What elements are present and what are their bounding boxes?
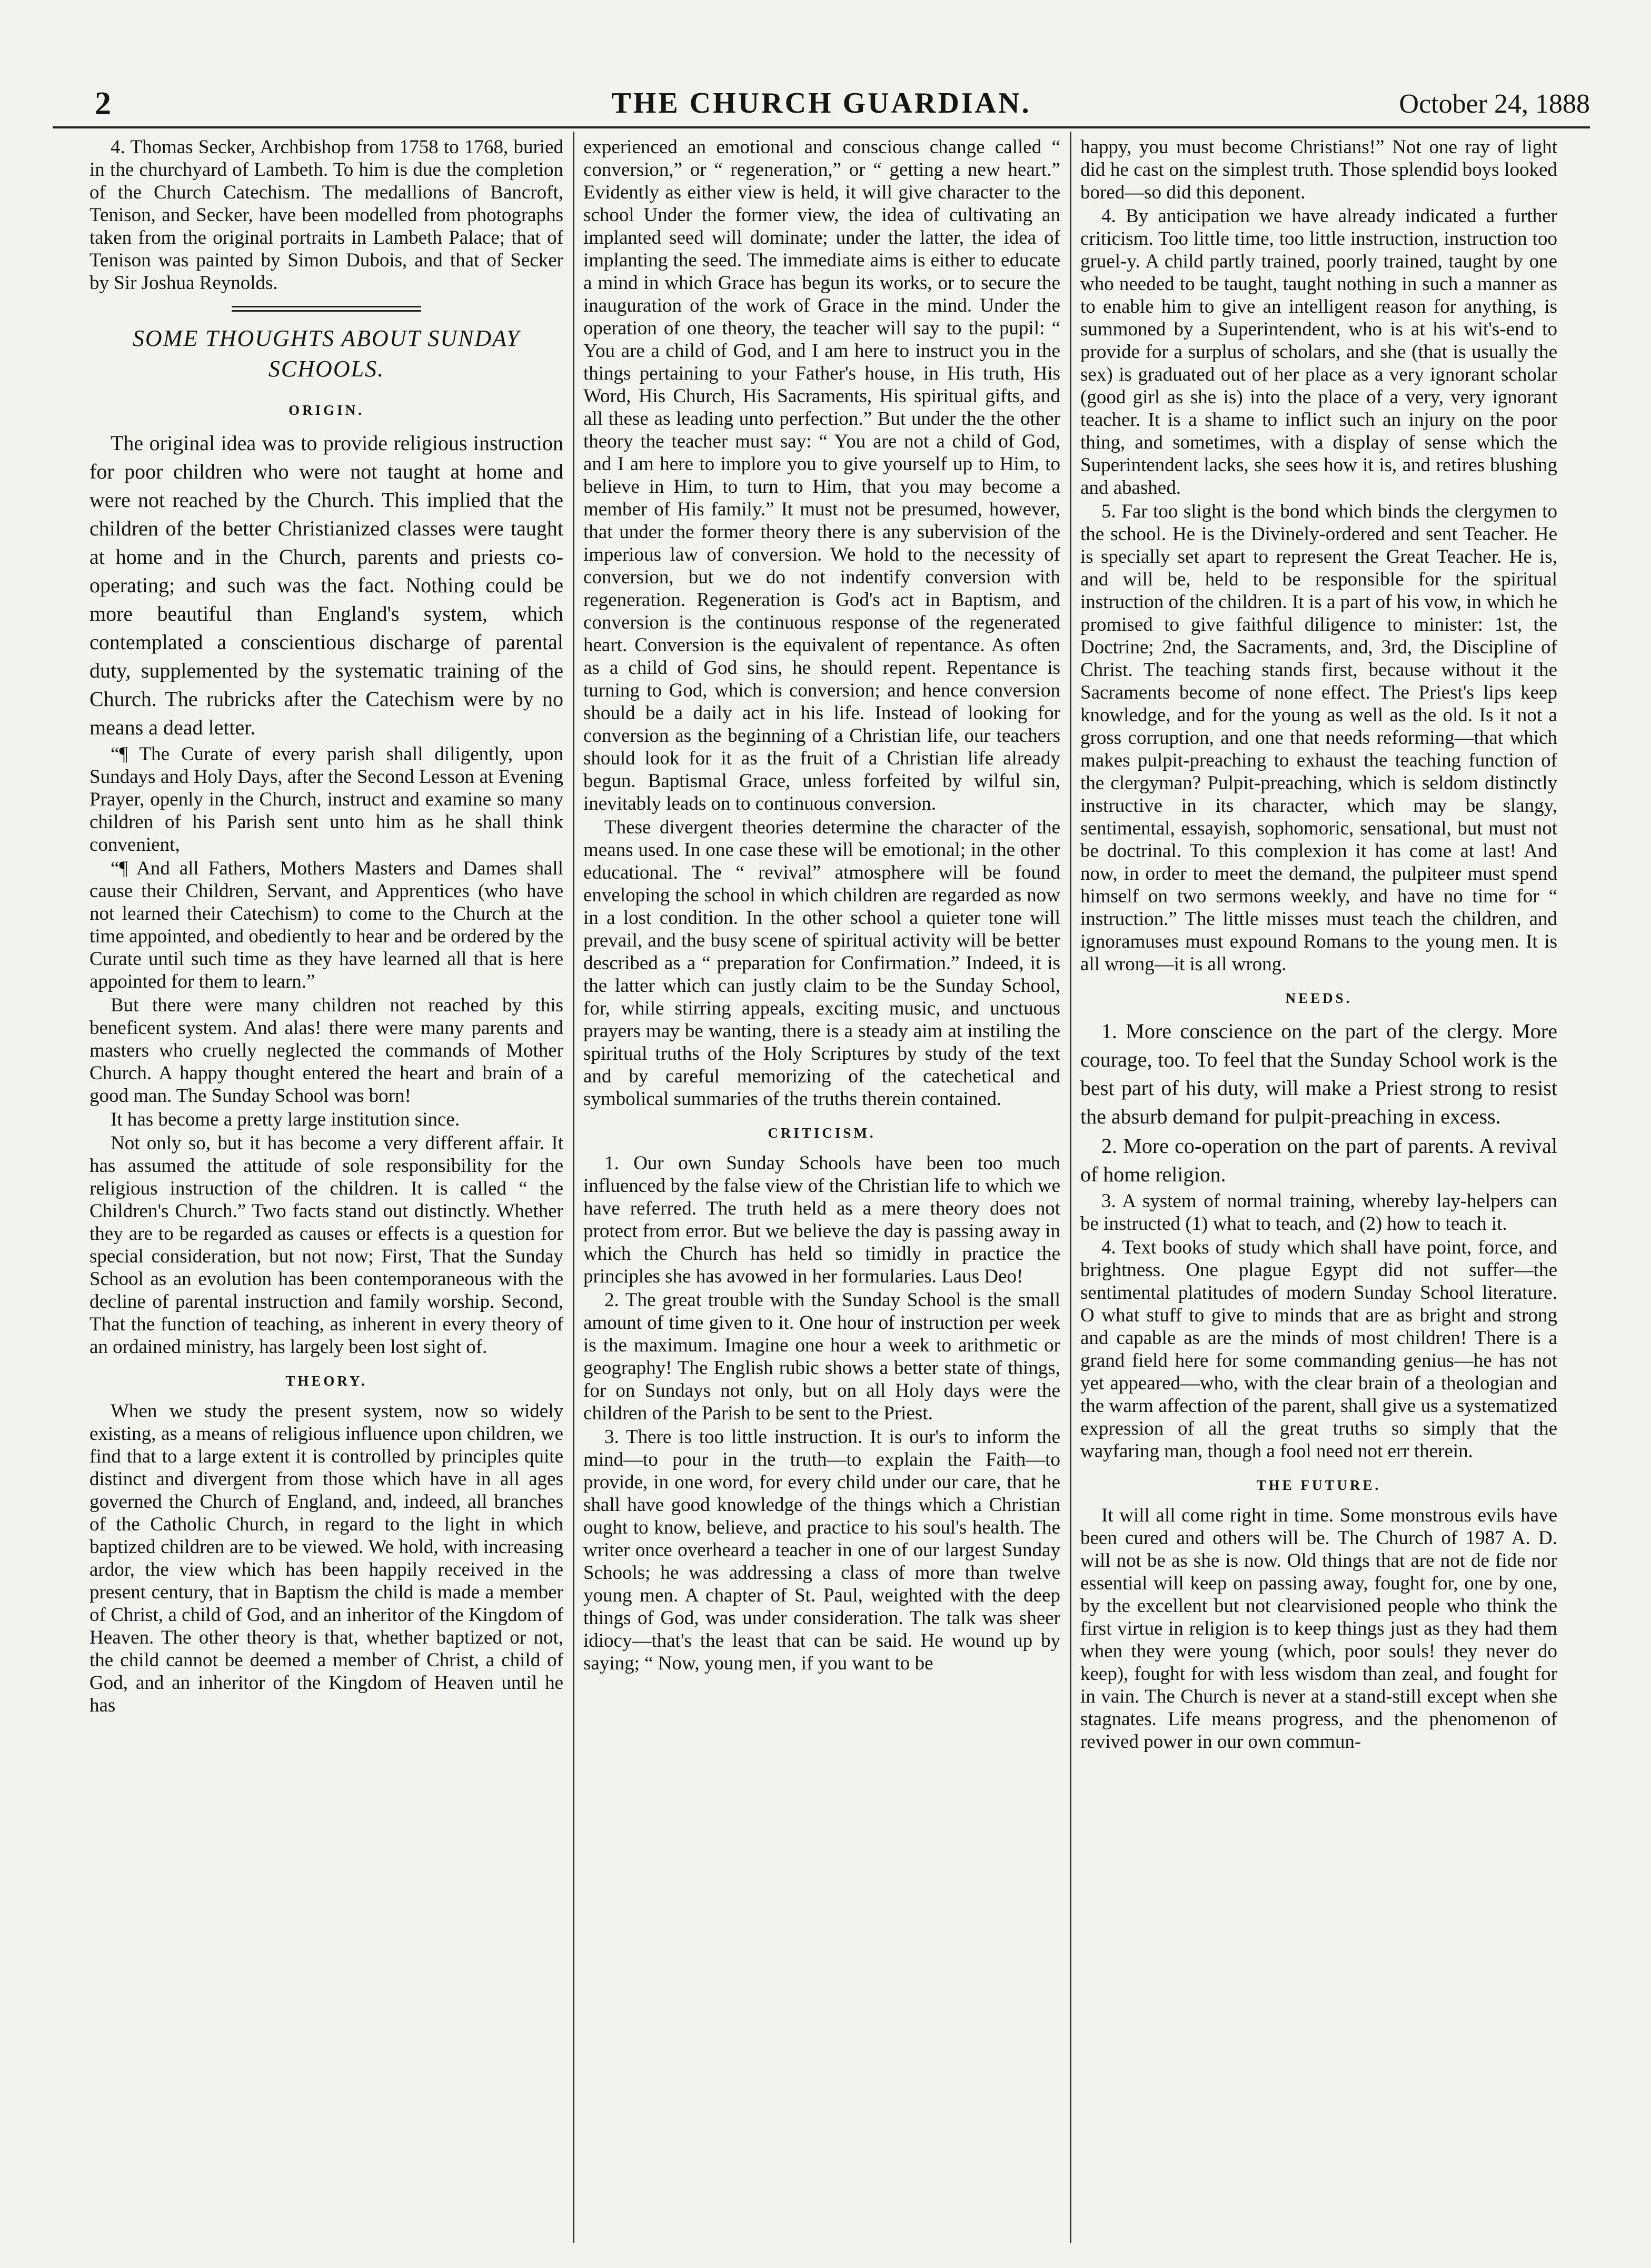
paragraph: 2. The great trouble with the Sunday School is the small amount of time given to it. One hour of instruction per week is the maximum. Imagine one hour a week to arithmetic or geography! The English rubic shows a better state of things, for on Sundays not only, but on all Holy days were the children of the Parish to be sent to the Priest. xyxy=(583,1289,1060,1424)
section-heading-criticism: CRITICISM. xyxy=(768,1125,876,1141)
masthead-title: THE CHURCH GUARDIAN. xyxy=(611,87,1031,120)
paragraph: The original idea was to provide religious instruction for poor children who were not taught at home and were not reached by the Church. This implied that the children of the better Christianized classes were taught at home and in the Church, parents and priests co-operating; and such was the fact. Nothing could be more beautiful than England's system, which contemplated a conscientious discharge of parental duty, supplemented by the systematic training of the Church. The rubricks after the Catechism were by no means a dead letter. xyxy=(89,431,563,739)
paragraph: “¶ And all Fathers, Mothers Masters and Dames shall cause their Children, Servant, and Apprentices (who have not learned their Catechism) to come to the Church at the time appointed, and obediently to hear and be ordered by the Curate until such time as they have learned all that is here appointed for them to learn.” xyxy=(89,858,563,992)
paragraph: 4. By anticipation we have already indicated a further criticism. Too little time, too little instruction, instruction too gruel-y. A child partly trained, poorly trained, taught by one who needed to be taught, taught nothing in such a manner as to enable him to give an intelligent reason for anything, is summoned by a Superintendent, who is at his wit's-end to provide for a surplus of scholars, and she (that is usually the sex) is graduated out of her place as a very ignorant scholar (good girl as she is) into the place of a very, very ignorant teacher. It is a shame to inflict such an injury on the poor thing, and sometimes, with a display of sense which the Superintendent lacks, she sees how it is, and retires blushing and abashed. xyxy=(1080,205,1557,499)
paragraph: 1. Our own Sunday Schools have been too much influenced by the false view of the Christian life to which we have referred. The truth held as a mere theory does not protect from error. But we believe the day is passing away in which the Church has held so timidly in practice the principles she has avowed in her formularies. Laus Deo! xyxy=(583,1152,1060,1287)
article-title: SOME THOUGHTS ABOUT SUNDAY SCHOOLS. xyxy=(132,325,521,382)
paragraph: 5. Far too slight is the bond which binds the clergymen to the school. He is the Divinely-ordered and sent Teacher. He is specially set apart to represent the Great Teacher. He is, and will be, held to be responsible for the spiritual instruction of the children. It is a part of his vow, in which he promised to give faithful diligence to minister: 1st, the Doctrine; 2nd, the Sacraments, and, 3rd, the Discipline of Christ. The teaching stands first, because without it the Sacraments become of none effect. The Priest's lips keep knowledge, and for the young as well as the old. Is it not a gross corruption, and one that needs reforming—that which makes pulpit-preaching to exhaust the teaching function of the clergyman? Pulpit-preaching, which is seldom distinctly instructive in its character, which may be slangy, sentimental, essayish, sophomoric, sensational, but must not be doctrinal. To this complexion it has come at last! And now, in order to meet the demand, the pulpiteer must spend himself on two sermons weekly, and have no time for “ instruction.” The little misses must teach the children, and ignoramuses must expound Romans to the young men. It is all wrong—it is all wrong. xyxy=(1080,501,1557,975)
paragraph: happy, you must become Christians!” Not one ray of light did he cast on the simplest truth. Those splendid boys looked bored—so did this deponent. xyxy=(1080,136,1557,203)
paragraph: It will all come right in time. Some monstrous evils have been cured and others will be. The Church of 1987 A. D. will not be as she is now. Old things that are not de fide nor essential will keep on passing away, fought for, one by one, by the excellent but not clearvisioned people who think the first virtue in religion is to keep things just as they had them when they were young (which, poor souls! they never do keep), fought for with less wisdom than zeal, and fought for in vain. The Church is never at a stand-still except when she stagnates. Life means progress, and the phenomenon of revived power in our own commun- xyxy=(1080,1505,1557,1753)
paragraph: It has become a pretty large institution since. xyxy=(111,1109,460,1130)
column-rule xyxy=(1070,132,1071,2243)
section-heading-future: THE FUTURE. xyxy=(1256,1477,1381,1493)
column-3 xyxy=(1080,136,1557,2239)
page-number: 2 xyxy=(95,86,111,122)
section-heading-needs: NEEDS. xyxy=(1285,990,1352,1006)
paragraph: These divergent theories determine the character of the means used. In one case these will be emotional; in the other educational. The “ revival” atmosphere will be found enveloping the school in which children are regarded as now in a lost condition. In the other school a quieter tone will prevail, and the busy scene of spiritual activity will be better described as a “ preparation for Confirmation.” Indeed, it is the latter which can justly claim to be the Sunday School, for, while stirring appeals, exciting music, and unctuous prayers may be wanting, there is a steady aim at instiling the spiritual truths of the Holy Scriptures by study of the text and by careful memorizing of the catechetical and symbolical summaries of the truths therein contained. xyxy=(583,817,1060,1110)
column-rule xyxy=(573,132,574,2243)
paragraph: 2. More co-operation on the part of parents. A revival of home religion. xyxy=(1080,1134,1557,1186)
paragraph: But there were many children not reached by this beneficent system. And alas! there were many parents and masters who cruelly neglected the commands of Mother Church. A happy thought entered the heart and brain of a good man. The Sunday School was born! xyxy=(89,994,563,1107)
section-heading-theory: THEORY. xyxy=(285,1373,367,1389)
paragraph: 1. More conscience on the part of the clergy. More courage, too. To feel that the Sunday School work is the best part of his duty, will make a Priest strong to resist the absurb demand for pulpit-preaching in excess. xyxy=(1080,1019,1557,1128)
column-2 xyxy=(583,136,1060,2239)
column-1 xyxy=(89,136,563,2239)
section-heading-origin: ORIGIN. xyxy=(289,402,364,418)
issue-date: October 24, 1888 xyxy=(1399,89,1590,119)
paragraph: 4. Text books of study which shall have point, force, and brightness. One plague Egypt did not suffer—the sentimental platitudes of modern Sunday School literature. O what stuff to give to minds that are as bright and strong and capable as are the minds of most children! There is a grand field here for some commanding genius—he has not yet appeared—who, with the clear brain of a theologian and the warm affection of the parent, shall give us a systematized expression of all the great truths so simply that the wayfaring man, though a fool need not err therein. xyxy=(1080,1237,1557,1462)
paragraph: 3. There is too little instruction. It is our's to inform the mind—to pour in the truth—to explain the Faith—to provide, in one word, for every child under our care, that he shall have good knowledge of the things which a Christian ought to know, believe, and practice to his soul's health. The writer once overheard a teacher in one of our largest Sunday Schools; he was addressing a class of more than twelve young men. A chapter of St. Paul, weighted with the deep things of God, was under consideration. The talk was sheer idiocy—that's the least that can be said. He wound up by saying; “ Now, young men, if you want to be xyxy=(583,1426,1060,1674)
paragraph: 3. A system of normal training, whereby lay-helpers can be instructed (1) what to teach, and (2) how to teach it. xyxy=(1080,1190,1557,1235)
page-header xyxy=(53,79,1590,128)
paragraph: 4. Thomas Secker, Archbishop from 1758 to 1768, buried in the churchyard of Lambeth. To him is due the completion of the Church Catechism. The medallions of Bancroft, Tenison, and Secker, have been modelled from photographs taken from the original portraits in Lambeth Palace; that of Tenison was painted by Simon Dubois, and that of Secker by Sir Joshua Reynolds. xyxy=(89,136,563,294)
section-divider xyxy=(232,306,421,312)
paragraph: When we study the present system, now so widely existing, as a means of religious influence upon children, we find that to a large extent it is controlled by principles quite distinct and divergent from those which have in all ages governed the Church of England, and, indeed, all branches of the Catholic Church, in regard to the light in which baptized children are to be viewed. We hold, with increasing ardor, the view which has been happily received in the present century, that in Baptism the child is made a member of Christ, a child of God, and an inheritor of the Kingdom of Heaven. The other theory is that, whether baptized or not, the child cannot be deemed a member of Christ, a child of God, and an inheritor of the Kingdom of Heaven until he has xyxy=(89,1400,563,1716)
paragraph: Not only so, but it has become a very different affair. It has assumed the attitude of sole responsibility for the religious instruction of the children. It is called “ the Children's Church.” Two facts stand out distinctly. Whether they are to be regarded as causes or effects is a question for special consideration, but not now; First, That the Sunday School as an evolution has been contemporaneous with the decline of parental instruction and family worship. Second, That the function of teaching, as inherent in every theory of an ordained ministry, has largely been lost sight of. xyxy=(89,1132,563,1358)
paragraph: “¶ The Curate of every parish shall diligently, upon Sundays and Holy Days, after the Second Lesson at Evening Prayer, openly in the Church, instruct and examine so many children of his Parish sent unto him as he shall think convenient, xyxy=(89,743,563,856)
paragraph: experienced an emotional and conscious change called “ conversion,” or “ regeneration,” or “ getting a new heart.” Evidently as either view is held, it will give character to the school Under the former view, the idea of cultivating an implanted seed will dominate; under the latter, the idea of implanting the seed. The immediate aims is either to educate a mind in which Grace has begun its works, or to secure the inauguration of the work of Grace in the mind. Under the operation of one theory, the teacher will say to the pupil: “ You are a child of God, and I am here to instruct you in the things pertaining to your Father's house, in His truth, His Word, His Church, His Sacraments, His spiritual gifts, and all these as leading unto perfection.” But under the the other theory the teacher must say: “ You are not a child of God, and I am here to implore you to give yourself up to Him, to believe in Him, to turn to Him, that you may become a member of His family.” It must not be presumed, however, that under the former theory there is any subervision of the imperious law of conversion. We hold to the necessity of conversion, but we do not indentify conversion with regeneration. Regeneration is God's act in Baptism, and conversion is the continuous response of the regenerated heart. Conversion is the equivalent of repentance. As often as a child of God sins, he should repent. Repentance is turning to God, which is conversion; and hence conversion should be a daily act in his life. Instead of looking for conversion as the beginning of a Christian life, our teachers should look for it as the fruit of a Christian life already begun. Baptismal Grace, unless forfeited by wilful sin, inevitably leads on to continuous conversion. xyxy=(583,136,1060,814)
